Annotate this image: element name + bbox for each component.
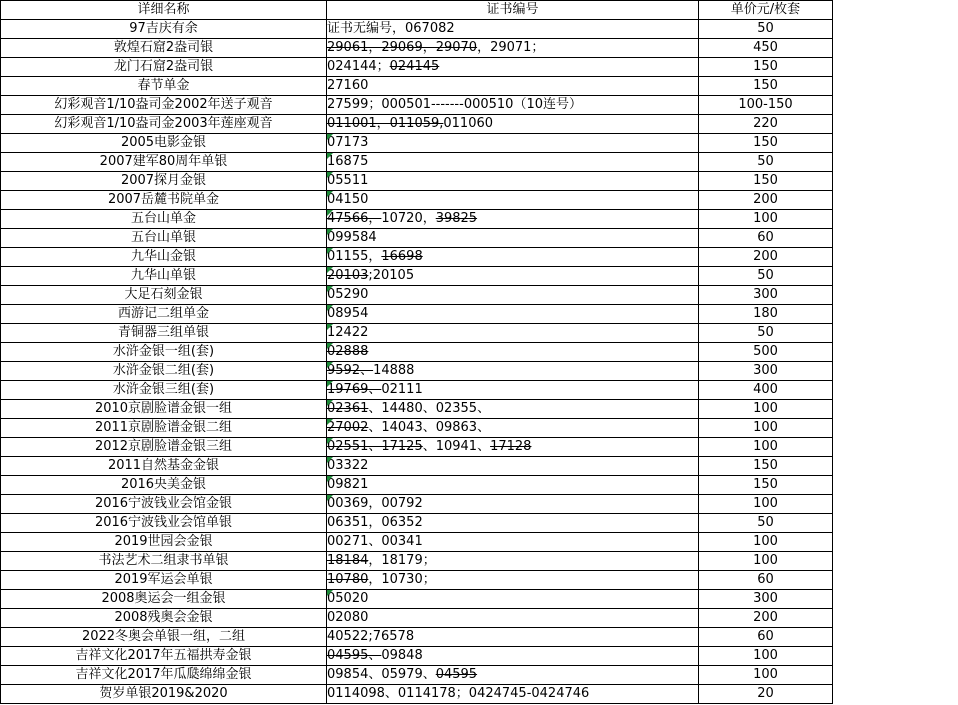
cell-cert[interactable] [327, 39, 699, 58]
cert-number-struck: 20103 [327, 268, 369, 283]
table-row [1, 96, 833, 115]
cell-name[interactable]: 书法艺术二组隶书单银 [1, 552, 327, 571]
cell-name[interactable]: 贺岁单银2019&2020 [1, 685, 327, 704]
cert-number: 01155， [327, 249, 382, 264]
cell-cert[interactable] [327, 628, 699, 647]
cell-price[interactable]: 450 [699, 39, 833, 58]
table-row [1, 552, 833, 571]
cell-name[interactable]: 2007岳麓书院单金 [1, 191, 327, 210]
cell-cert[interactable] [327, 495, 699, 514]
cell-cert[interactable] [327, 514, 699, 533]
cell-price[interactable]: 100-150 [699, 96, 833, 115]
table-row [1, 400, 833, 419]
table-row [1, 305, 833, 324]
cert-number: 024144； [327, 59, 390, 74]
cell-price[interactable]: 150 [699, 77, 833, 96]
cert-number: 099584 [327, 230, 377, 245]
cell-price[interactable]: 200 [699, 609, 833, 628]
cert-number-struck: 10780 [327, 572, 369, 587]
cell-price[interactable]: 100 [699, 666, 833, 685]
cell-price[interactable]: 100 [699, 495, 833, 514]
table-row [1, 609, 833, 628]
cell-name[interactable]: 大足石刻金银 [1, 286, 327, 305]
table-row [1, 248, 833, 267]
cell-price[interactable]: 300 [699, 362, 833, 381]
table-row [1, 495, 833, 514]
cert-number-struck: 39825 [435, 211, 478, 226]
cell-price[interactable]: 100 [699, 419, 833, 438]
cell-cert[interactable] [327, 286, 699, 305]
cert-number-struck: 29061，29069，29070 [327, 40, 478, 55]
table-row [1, 77, 833, 96]
cert-number: 02080 [327, 610, 369, 625]
cert-number-struck: 02361 [327, 401, 369, 416]
table-row [1, 533, 833, 552]
cert-number: 0114098、0114178；0424745-0424746 [327, 686, 590, 701]
cert-number: 、14043、09863、 [368, 420, 491, 435]
cert-number: 、14480、02355、 [368, 401, 491, 416]
cert-number: ，10730； [368, 572, 436, 587]
cell-name[interactable]: 2019世园会金银 [1, 533, 327, 552]
cell-name[interactable]: 吉祥文化2017年五福拱寿金银 [1, 647, 327, 666]
cell-price[interactable]: 100 [699, 552, 833, 571]
table-row [1, 362, 833, 381]
cell-cert[interactable] [327, 457, 699, 476]
cell-cert[interactable] [327, 191, 699, 210]
cell-cert[interactable] [327, 362, 699, 381]
cert-number: 12422 [327, 325, 369, 340]
cert-number: 10720， [381, 211, 436, 226]
table-row [1, 343, 833, 362]
cell-price[interactable]: 100 [699, 533, 833, 552]
cert-number: 05511 [327, 173, 369, 188]
table-row [1, 590, 833, 609]
cell-name[interactable]: 九华山金银 [1, 248, 327, 267]
cell-price[interactable]: 150 [699, 476, 833, 495]
cert-number-struck: 011001，011059, [327, 116, 444, 131]
cell-name[interactable]: 幻彩观音1/10盎司金2002年送子观音 [1, 96, 327, 115]
cell-price[interactable]: 300 [699, 286, 833, 305]
cell-cert[interactable] [327, 210, 699, 229]
cell-cert[interactable] [327, 685, 699, 704]
cell-cert[interactable] [327, 267, 699, 286]
cell-name[interactable]: 2019军运会单银 [1, 571, 327, 590]
cell-price[interactable]: 20 [699, 685, 833, 704]
table-row [1, 628, 833, 647]
cell-name[interactable]: 敦煌石窟2盎司银 [1, 39, 327, 58]
cert-number: 、10941、 [422, 439, 491, 454]
cell-name[interactable]: 五台山单金 [1, 210, 327, 229]
cell-cert[interactable] [327, 96, 699, 115]
cell-cert[interactable] [327, 381, 699, 400]
cert-number: 09821 [327, 477, 369, 492]
cell-cert[interactable] [327, 571, 699, 590]
table-row [1, 115, 833, 134]
cell-price[interactable]: 50 [699, 267, 833, 286]
cell-price[interactable]: 300 [699, 590, 833, 609]
cell-name[interactable]: 2016宁波钱业会馆金银 [1, 495, 327, 514]
cell-cert[interactable] [327, 400, 699, 419]
cell-price[interactable]: 100 [699, 438, 833, 457]
header-price[interactable]: 单价元/枚套 [699, 1, 833, 20]
header-name[interactable]: 详细名称 [1, 1, 327, 20]
cell-name[interactable]: 2022冬奥会单银一组，二组 [1, 628, 327, 647]
cell-price[interactable]: 50 [699, 153, 833, 172]
cell-name[interactable]: 2016央美金银 [1, 476, 327, 495]
cert-number-struck: 17128 [490, 439, 532, 454]
cell-price[interactable]: 100 [699, 210, 833, 229]
cert-number-struck: 16698 [381, 249, 423, 264]
cell-name[interactable]: 西游记二组单金 [1, 305, 327, 324]
cell-name[interactable]: 九华山单银 [1, 267, 327, 286]
cell-price[interactable]: 50 [699, 514, 833, 533]
cert-number: ，29071； [477, 40, 545, 55]
table-row [1, 647, 833, 666]
cell-cert[interactable] [327, 609, 699, 628]
cert-number-struck: 024145 [389, 59, 440, 74]
cert-number: 05290 [327, 287, 369, 302]
cert-number: 05020 [327, 591, 369, 606]
cell-name[interactable]: 龙门石窟2盎司银 [1, 58, 327, 77]
cell-name[interactable]: 2008奥运会一组金银 [1, 590, 327, 609]
table-row [1, 571, 833, 590]
table-row [1, 172, 833, 191]
table-row [1, 419, 833, 438]
cell-price[interactable]: 200 [699, 191, 833, 210]
table-row [1, 267, 833, 286]
table-row [1, 324, 833, 343]
cell-cert[interactable] [327, 419, 699, 438]
cell-cert[interactable] [327, 666, 699, 685]
cell-price[interactable]: 50 [699, 324, 833, 343]
table-row [1, 514, 833, 533]
cell-cert[interactable] [327, 305, 699, 324]
cert-number-struck: 9592、 [327, 363, 374, 378]
table-row [1, 153, 833, 172]
cell-cert[interactable] [327, 590, 699, 609]
cell-price[interactable]: 100 [699, 400, 833, 419]
cell-price[interactable]: 60 [699, 628, 833, 647]
cell-name[interactable]: 水浒金银一组(套) [1, 343, 327, 362]
cell-cert[interactable] [327, 248, 699, 267]
cell-cert[interactable] [327, 153, 699, 172]
cell-name[interactable]: 2008残奥会金银 [1, 609, 327, 628]
cert-number: 02111 [381, 382, 423, 397]
cell-cert[interactable] [327, 647, 699, 666]
cell-price[interactable]: 180 [699, 305, 833, 324]
cell-name[interactable]: 2011京剧脸谱金银二组 [1, 419, 327, 438]
cert-number-struck: 04595、 [327, 648, 382, 663]
table-row [1, 666, 833, 685]
cell-price[interactable]: 100 [699, 647, 833, 666]
header-row [1, 1, 833, 20]
cell-price[interactable]: 150 [699, 58, 833, 77]
table-row [1, 191, 833, 210]
table-row [1, 286, 833, 305]
cell-cert[interactable] [327, 533, 699, 552]
cert-number: 011060 [443, 116, 494, 131]
cell-name[interactable]: 青铜器三组单银 [1, 324, 327, 343]
cell-price[interactable]: 150 [699, 457, 833, 476]
cell-cert[interactable] [327, 115, 699, 134]
cell-name[interactable]: 幻彩观音1/10盎司金2003年莲座观音 [1, 115, 327, 134]
cell-cert[interactable] [327, 229, 699, 248]
cell-name[interactable]: 2016宁波钱业会馆单银 [1, 514, 327, 533]
cell-cert[interactable] [327, 438, 699, 457]
cell-price[interactable]: 150 [699, 134, 833, 153]
cell-cert[interactable] [327, 343, 699, 362]
table-row [1, 685, 833, 704]
cert-number: 14888 [373, 363, 415, 378]
cell-name[interactable]: 水浒金银二组(套) [1, 362, 327, 381]
cell-name[interactable]: 2012京剧脸谱金银三组 [1, 438, 327, 457]
cell-name[interactable]: 2007探月金银 [1, 172, 327, 191]
cert-number: ，18179； [368, 553, 436, 568]
cert-number: 04150 [327, 192, 369, 207]
cell-cert[interactable] [327, 172, 699, 191]
cell-price[interactable]: 400 [699, 381, 833, 400]
cert-number-struck: 02551、17125 [327, 439, 423, 454]
table-row [1, 20, 833, 39]
cert-number: 08954 [327, 306, 369, 321]
cell-cert[interactable] [327, 324, 699, 343]
cert-number: 03322 [327, 458, 369, 473]
cell-cert[interactable] [327, 20, 699, 39]
cert-number-struck: 18184 [327, 553, 369, 568]
table-row [1, 457, 833, 476]
cell-price[interactable]: 150 [699, 172, 833, 191]
cert-number-struck: 04595 [435, 667, 478, 682]
cert-number: 00271、00341 [327, 534, 423, 549]
cell-name[interactable]: 2010京剧脸谱金银一组 [1, 400, 327, 419]
table-body [1, 20, 833, 704]
cert-number: 40522;76578 [327, 629, 415, 644]
cert-number-struck: 02888 [327, 344, 369, 359]
cert-number: 证书无编号，067082 [327, 21, 455, 36]
cell-price[interactable]: 60 [699, 571, 833, 590]
cell-cert[interactable] [327, 134, 699, 153]
cert-number: 06351，06352 [327, 515, 423, 530]
cert-number: 16875 [327, 154, 369, 169]
table-row [1, 476, 833, 495]
table-row [1, 39, 833, 58]
cell-cert[interactable] [327, 552, 699, 571]
cert-number-struck: 19769、 [327, 382, 382, 397]
cert-number: 09854、05979、 [327, 667, 436, 682]
table-row [1, 381, 833, 400]
cell-name[interactable]: 五台山单银 [1, 229, 327, 248]
table-row [1, 134, 833, 153]
table-row [1, 438, 833, 457]
cert-number: 07173 [327, 135, 369, 150]
cell-price[interactable]: 500 [699, 343, 833, 362]
table-row [1, 229, 833, 248]
header-cert[interactable]: 证书编号 [327, 1, 699, 20]
cert-number-struck: 47566， [327, 211, 382, 226]
cell-cert[interactable] [327, 476, 699, 495]
cell-name[interactable]: 水浒金银三组(套) [1, 381, 327, 400]
cell-name[interactable]: 2007建军80周年单银 [1, 153, 327, 172]
cell-price[interactable]: 200 [699, 248, 833, 267]
cell-name[interactable]: 吉祥文化2017年瓜瓞绵绵金银 [1, 666, 327, 685]
cert-number: 00369，00792 [327, 496, 423, 511]
cert-number: 27160 [327, 78, 369, 93]
cert-number-struck: 27002 [327, 420, 369, 435]
table-row [1, 210, 833, 229]
cert-number: ;20105 [368, 268, 415, 283]
cell-price[interactable]: 50 [699, 20, 833, 39]
cell-cert[interactable] [327, 58, 699, 77]
cell-name[interactable]: 2005电影金银 [1, 134, 327, 153]
cell-price[interactable]: 60 [699, 229, 833, 248]
table-row [1, 58, 833, 77]
cell-name[interactable]: 2011自然基金金银 [1, 457, 327, 476]
cell-cert[interactable] [327, 77, 699, 96]
cell-price[interactable]: 220 [699, 115, 833, 134]
cert-number: 09848 [381, 648, 423, 663]
cert-number: 27599；000501-------000510（10连号） [327, 97, 582, 112]
cell-name[interactable]: 春节单金 [1, 77, 327, 96]
cell-name[interactable]: 97吉庆有余 [1, 20, 327, 39]
